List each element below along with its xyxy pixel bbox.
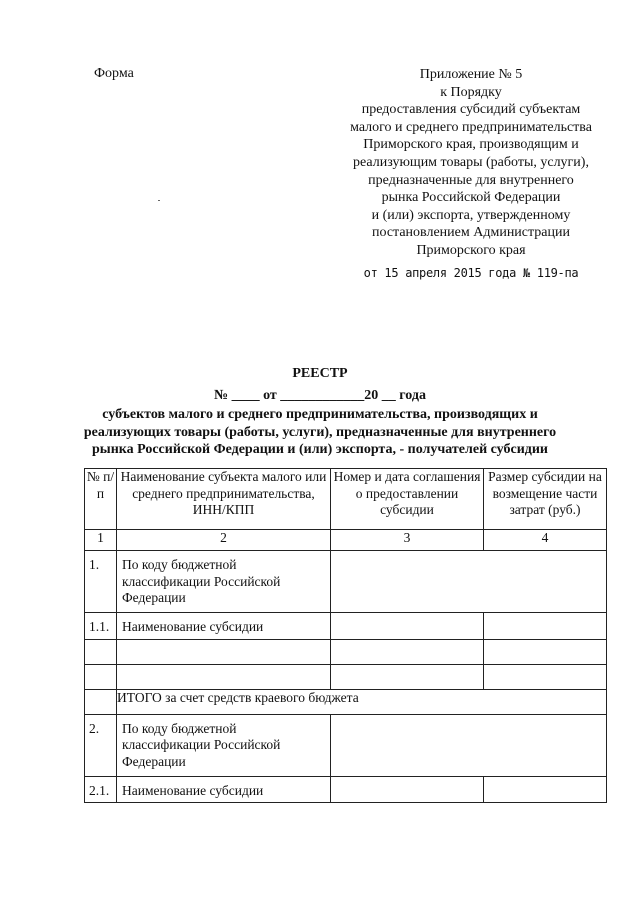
registry-subtitle-line: субъектов малого и среднего предпринимательства, производящих и bbox=[102, 407, 538, 422]
empty-cell bbox=[85, 689, 117, 714]
appendix-line: постановлением Администрации bbox=[372, 225, 570, 241]
table-row bbox=[85, 613, 607, 640]
table-header-row bbox=[85, 469, 607, 530]
table-row bbox=[85, 551, 607, 613]
empty-cell bbox=[484, 776, 607, 803]
budget-code-cell: По коду бюджетной классификации Российской Федерации bbox=[117, 714, 331, 776]
appendix-line: к Порядку bbox=[440, 84, 502, 100]
row-number-cell: 1. bbox=[85, 551, 117, 613]
column-number-cell: 2 bbox=[117, 530, 331, 551]
appendix-line: реализующим товары (работы, услуги), bbox=[353, 154, 589, 170]
empty-cell bbox=[484, 613, 607, 640]
empty-cell bbox=[331, 776, 484, 803]
form-label: Форма bbox=[94, 66, 134, 81]
registry-subtitle-line: реализующих товары (работы, услуги), предназначенные для внутреннего bbox=[83, 424, 557, 440]
subsidy-name-cell: Наименование субсидии bbox=[117, 613, 331, 640]
registry-number-line: № ____ от ____________20 __ года bbox=[214, 387, 426, 403]
column-number-row bbox=[85, 530, 607, 551]
column-number-cell: 4 bbox=[484, 530, 607, 551]
row-number-cell: 2. bbox=[85, 714, 117, 776]
empty-cell bbox=[85, 664, 117, 689]
table-row bbox=[85, 714, 607, 776]
total-cell: ИТОГО за счет средств краевого бюджета bbox=[117, 689, 607, 714]
appendix-line: и (или) экспорта, утвержденному bbox=[371, 207, 571, 223]
appendix-line: предназначенные для внутреннего bbox=[368, 172, 574, 188]
column-number-cell: 3 bbox=[331, 530, 484, 551]
table-row bbox=[85, 639, 607, 664]
appendix-block bbox=[324, 66, 618, 282]
table-row bbox=[85, 689, 607, 714]
subsidy-name-cell: Наименование субсидии bbox=[117, 776, 331, 803]
registry-subtitle-line: рынка Российской Федерации и (или) экспорта, - получателей субсидии bbox=[92, 442, 548, 457]
empty-cell bbox=[331, 551, 607, 613]
registry-table bbox=[84, 468, 607, 803]
empty-cell bbox=[484, 639, 607, 664]
table-row bbox=[85, 776, 607, 803]
appendix-line: малого и среднего предпринимательства bbox=[350, 119, 592, 135]
registry-title-block bbox=[60, 365, 580, 459]
empty-cell bbox=[331, 613, 484, 640]
row-number-cell: 1.1. bbox=[85, 613, 117, 640]
appendix-line: рынка Российской Федерации bbox=[381, 190, 561, 206]
table-row bbox=[85, 664, 607, 689]
header-cell-subsidy-amount: Размер субсидии на возмещение части затрат (руб.) bbox=[484, 469, 607, 530]
empty-cell bbox=[117, 664, 331, 689]
empty-cell bbox=[331, 714, 607, 776]
header-cell-agreement: Номер и дата соглашения о предоставлении субсидии bbox=[331, 469, 484, 530]
header-cell-subject-name: Наименование субъекта малого или среднего предпринимательства, ИНН/КПП bbox=[117, 469, 331, 530]
appendix-line: Приложение № 5 bbox=[419, 67, 523, 82]
empty-cell bbox=[85, 639, 117, 664]
registry-heading: РЕЕСТР bbox=[292, 366, 348, 381]
header-cell-number: № п/п bbox=[85, 469, 117, 530]
budget-code-cell: По коду бюджетной классификации Российской Федерации bbox=[117, 551, 331, 613]
column-number-cell: 1 bbox=[85, 530, 117, 551]
appendix-line: предоставления субсидий субъектам bbox=[361, 102, 581, 118]
appendix-line: Приморского края bbox=[416, 242, 526, 258]
empty-cell bbox=[117, 639, 331, 664]
empty-cell bbox=[331, 639, 484, 664]
empty-cell bbox=[331, 664, 484, 689]
appendix-line: Приморского края, производящим и bbox=[363, 137, 579, 153]
row-number-cell: 2.1. bbox=[85, 776, 117, 803]
resolution-date: от 15 апреля 2015 года № 119-па bbox=[363, 265, 579, 280]
empty-cell bbox=[484, 664, 607, 689]
scan-speck bbox=[158, 200, 160, 201]
